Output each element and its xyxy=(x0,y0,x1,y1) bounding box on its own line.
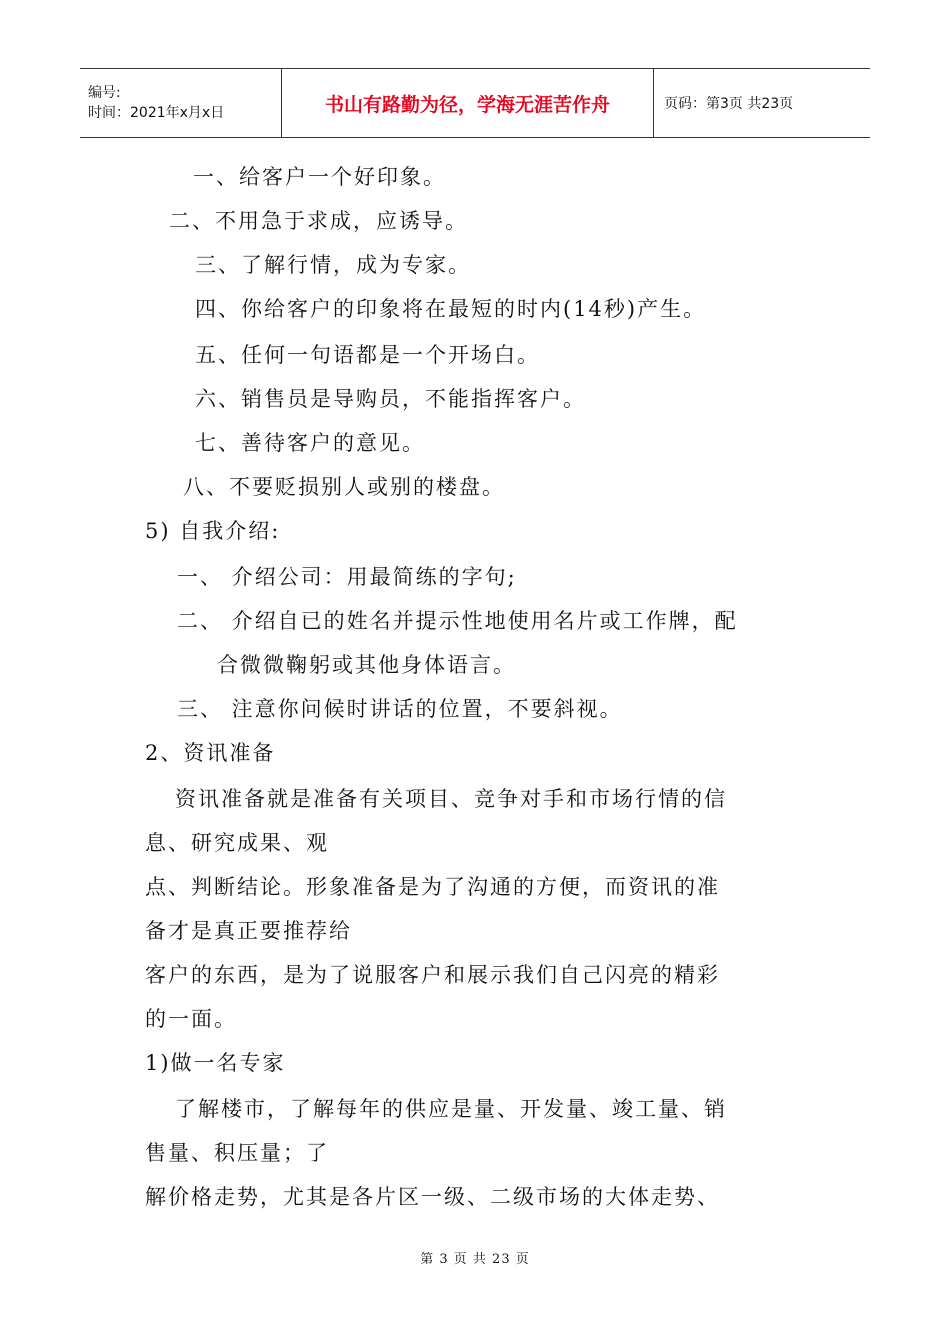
page-header xyxy=(80,68,870,138)
body-line: 息、研究成果、观 xyxy=(145,831,329,855)
body-line: 八、不要贬损别人或别的楼盘。 xyxy=(183,475,505,499)
section-heading: 5) 自我介绍: xyxy=(145,519,281,543)
document-date: 时间：2021年x月x日 xyxy=(88,105,225,121)
page-footer: 第 3 页 共 23 页 xyxy=(420,1252,530,1267)
body-line: 点、判断结论。形象准备是为了沟通的方便，而资讯的准 xyxy=(145,875,720,899)
body-line: 六、销售员是导购员，不能指挥客户。 xyxy=(195,387,586,411)
body-line: 的一面。 xyxy=(145,1007,237,1031)
header-left-cell xyxy=(80,69,282,137)
section-heading: 2、资讯准备 xyxy=(145,741,276,765)
body-line: 售量、积压量；了 xyxy=(145,1141,329,1165)
body-line: 五、任何一句语都是一个开场白。 xyxy=(195,343,540,367)
body-line: 资讯准备就是准备有关项目、竞争对手和市场行情的信 xyxy=(175,787,727,811)
body-line: 三、 注意你问候时讲话的位置，不要斜视。 xyxy=(177,697,623,721)
body-line: 二、 介绍自已的姓名并提示性地使用名片或工作牌，配 xyxy=(177,609,738,633)
section-heading: 1)做一名专家 xyxy=(145,1051,286,1075)
body-line: 七、善待客户的意见。 xyxy=(195,431,425,455)
body-line: 客户的东西，是为了说服客户和展示我们自己闪亮的精彩 xyxy=(145,963,720,987)
body-line: 四、你给客户的印象将在最短的时内(14秒)产生。 xyxy=(195,297,707,321)
header-page-info: 页码：第3页 共23页 xyxy=(664,96,794,112)
body-line: 一、 介绍公司：用最简练的字句; xyxy=(177,565,517,589)
document-number-label: 编号: xyxy=(88,85,121,101)
body-line: 解价格走势，尤其是各片区一级、二级市场的大体走势、 xyxy=(145,1185,720,1209)
header-motto: 书山有路勤为径，学海无涯苦作舟 xyxy=(324,93,610,116)
body-line: 三、了解行情，成为专家。 xyxy=(195,253,471,277)
body-line: 二、不用急于求成，应诱导。 xyxy=(169,209,468,233)
body-line: 一、给客户一个好印象。 xyxy=(193,165,446,189)
header-page-cell xyxy=(654,69,870,137)
body-line: 合微微鞠躬或其他身体语言。 xyxy=(217,653,516,677)
body-line: 备才是真正要推荐给 xyxy=(145,919,352,943)
body-line: 了解楼市，了解每年的供应是量、开发量、竣工量、销 xyxy=(175,1097,727,1121)
header-motto-cell xyxy=(282,69,654,137)
